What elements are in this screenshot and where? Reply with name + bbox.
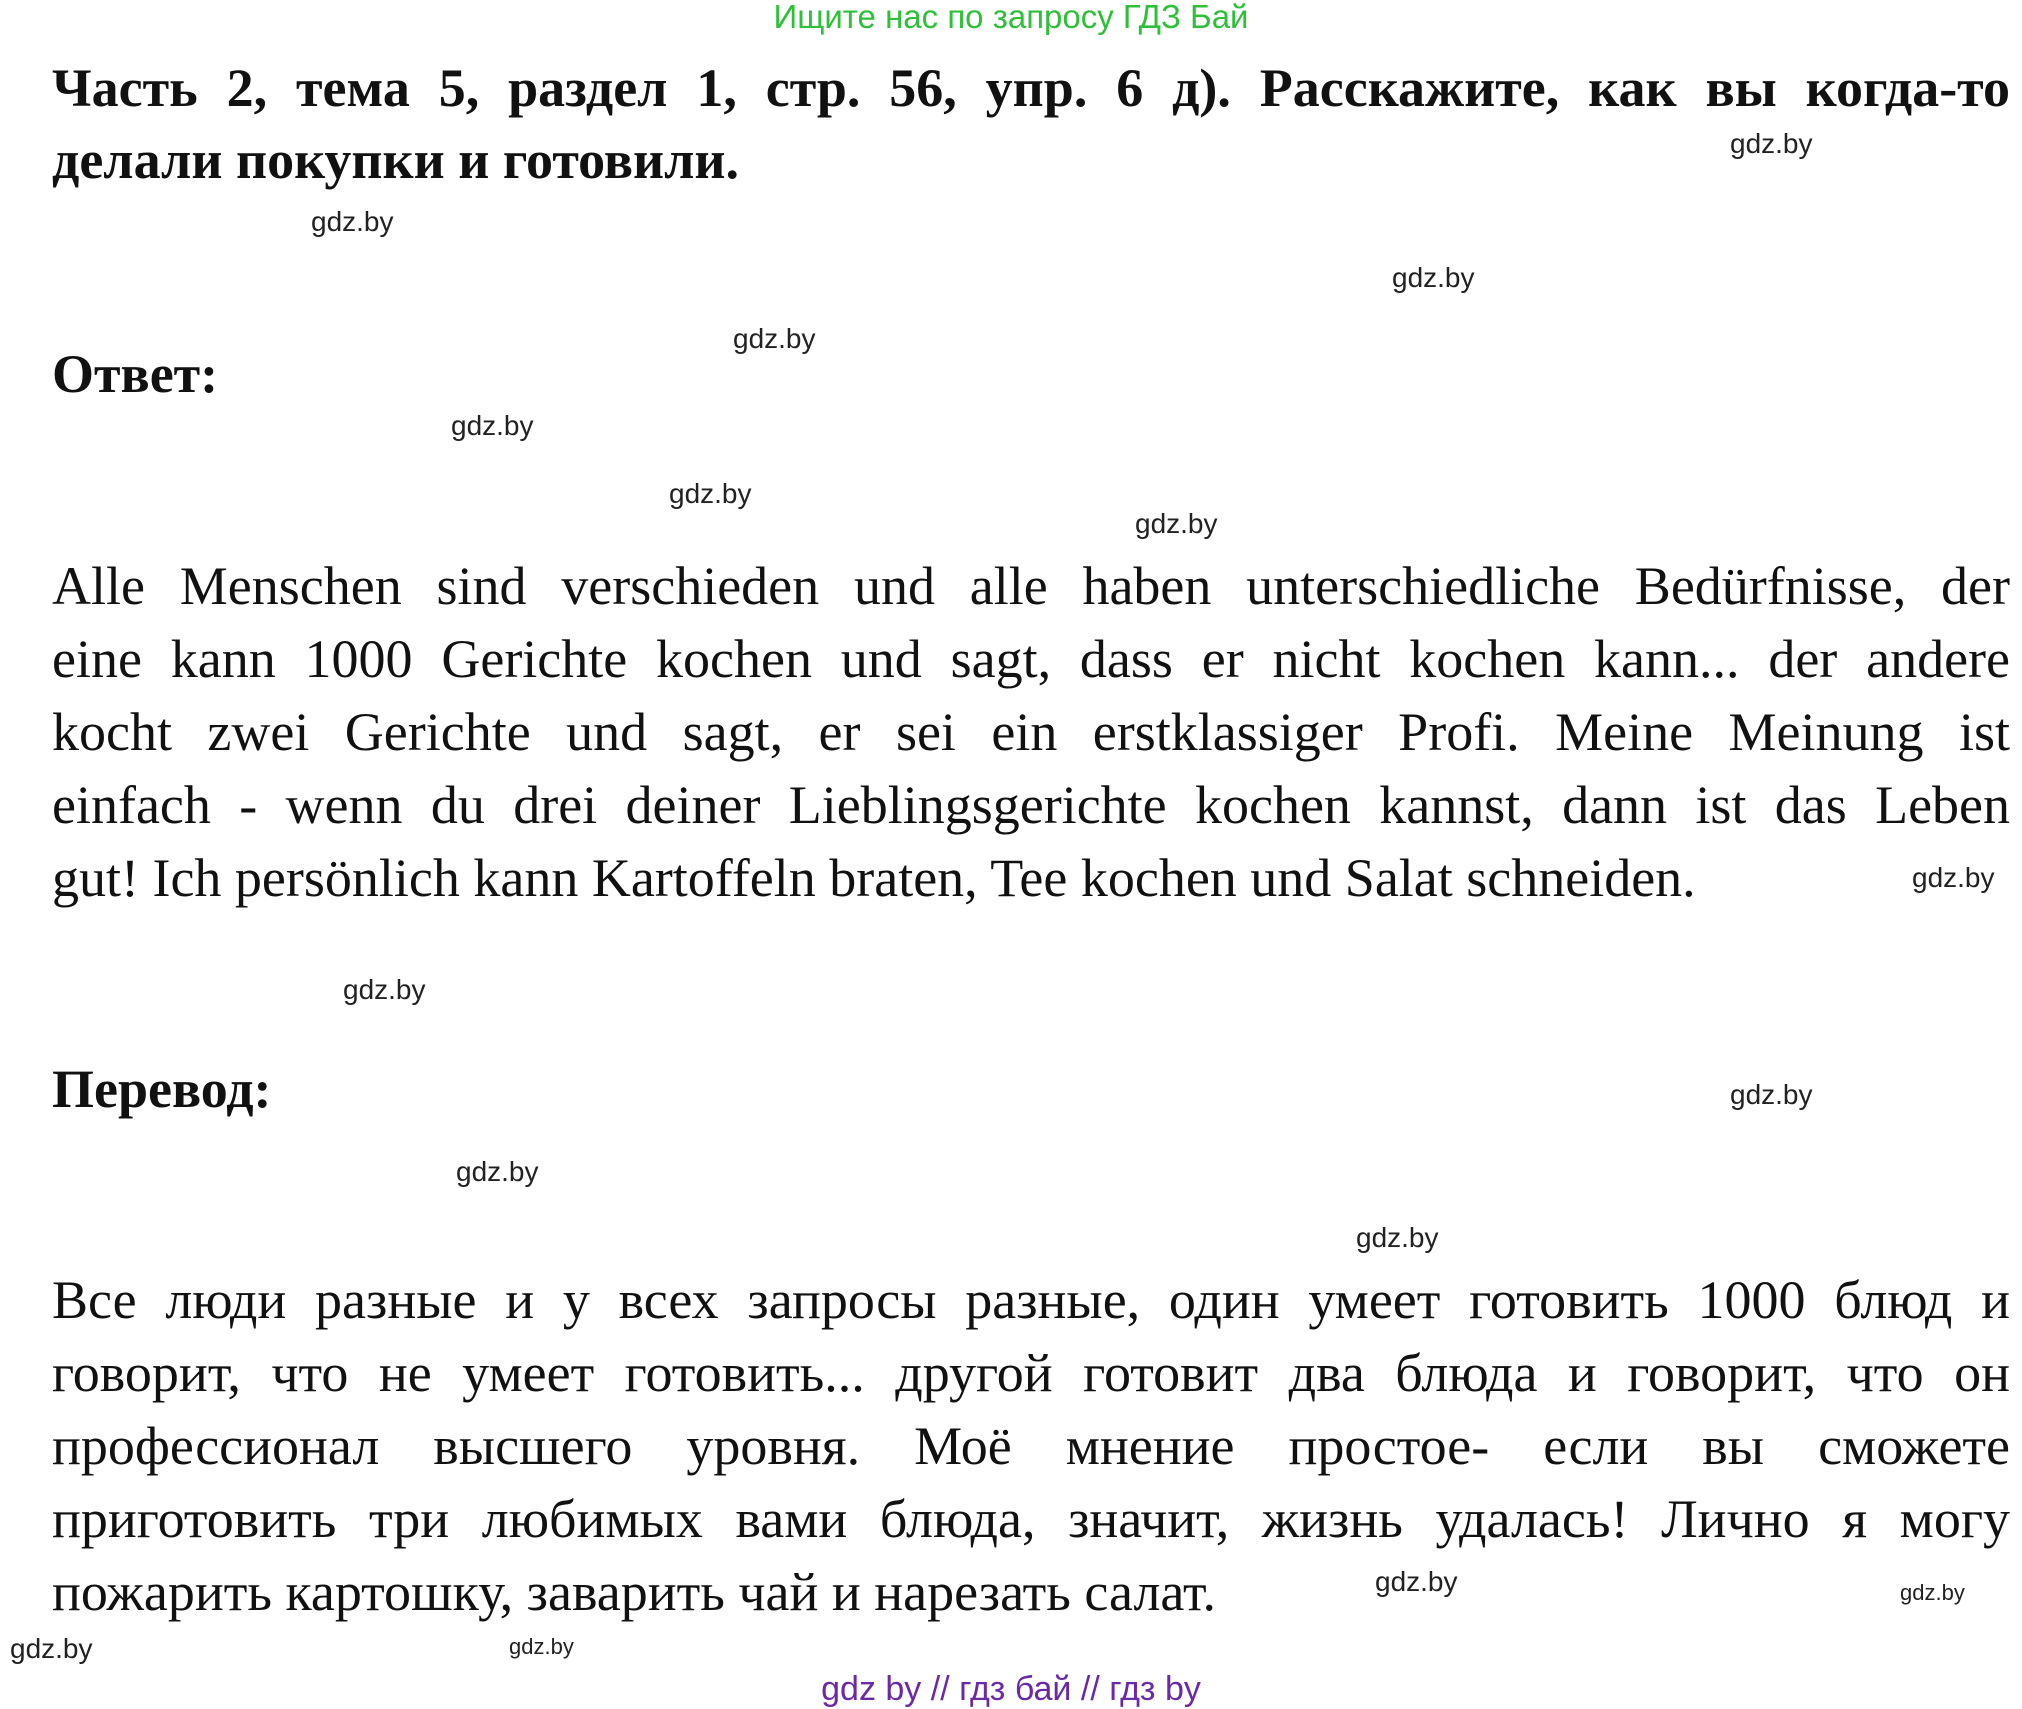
title-line: Часть 2, тема 5, раздел 1, стр. 56, упр. 6 д). Расскажите, как вы когда-то bbox=[52, 58, 2010, 118]
watermark: gdz.by bbox=[1900, 1580, 1965, 1605]
watermark: gdz.by bbox=[1730, 1079, 1813, 1110]
footer-link[interactable]: gdz by // гдз бай // гдз by bbox=[821, 1670, 1201, 1708]
search-banner: Ищите нас по запросу ГДЗ Бай bbox=[773, 0, 1249, 35]
translation-line: приготовить три любимых вами блюда, значит, жизнь удалась! Лично я могу bbox=[52, 1489, 2010, 1549]
answer-heading: Ответ: bbox=[52, 344, 219, 404]
watermark: gdz.by bbox=[1730, 128, 1813, 159]
watermark: gdz.by bbox=[1375, 1566, 1458, 1597]
watermark: gdz.by bbox=[1392, 262, 1475, 293]
translation-line: профессионал высшего уровня. Моё мнение простое- если вы сможете bbox=[52, 1416, 2010, 1476]
title-line: делали покупки и готовили. bbox=[52, 130, 739, 190]
watermark: gdz.by bbox=[733, 323, 816, 354]
watermark: gdz.by bbox=[451, 410, 534, 441]
translation-line: пожарить картошку, заварить чай и нарезать салат. bbox=[52, 1562, 1217, 1622]
translation-line: Все люди разные и у всех запросы разные, один умеет готовить 1000 блюд и bbox=[52, 1270, 2010, 1330]
answer-line: kocht zwei Gerichte und sagt, er sei ein erstklassiger Profi. Meine Meinung ist bbox=[52, 702, 2010, 762]
watermark: gdz.by bbox=[1356, 1222, 1439, 1253]
watermark: gdz.by bbox=[509, 1634, 574, 1659]
watermark: gdz.by bbox=[1135, 508, 1218, 539]
watermark: gdz.by bbox=[456, 1156, 539, 1187]
answer-line: eine kann 1000 Gerichte kochen und sagt, dass er nicht kochen kann... der andere bbox=[52, 629, 2010, 689]
watermark: gdz.by bbox=[311, 206, 394, 237]
answer-line: einfach - wenn du drei deiner Lieblingsgerichte kochen kannst, dann ist das Leben bbox=[52, 775, 2010, 835]
answer-line: gut! Ich persönlich kann Kartoffeln braten, Tee kochen und Salat schneiden. bbox=[52, 848, 1696, 908]
translation-paragraph bbox=[52, 1264, 2010, 1629]
answer-line: Alle Menschen sind verschieden und alle haben unterschiedliche Bedürfnisse, der bbox=[52, 556, 2010, 616]
watermark: gdz.by bbox=[669, 478, 752, 509]
watermark: gdz.by bbox=[1912, 862, 1995, 893]
watermark: gdz.by bbox=[10, 1633, 93, 1664]
watermark: gdz.by bbox=[343, 974, 426, 1005]
answer-paragraph bbox=[52, 550, 2010, 915]
translation-heading: Перевод: bbox=[52, 1059, 272, 1119]
translation-line: говорит, что не умеет готовить... другой готовит два блюда и говорит, что он bbox=[52, 1343, 2010, 1403]
exercise-title bbox=[52, 52, 2010, 196]
